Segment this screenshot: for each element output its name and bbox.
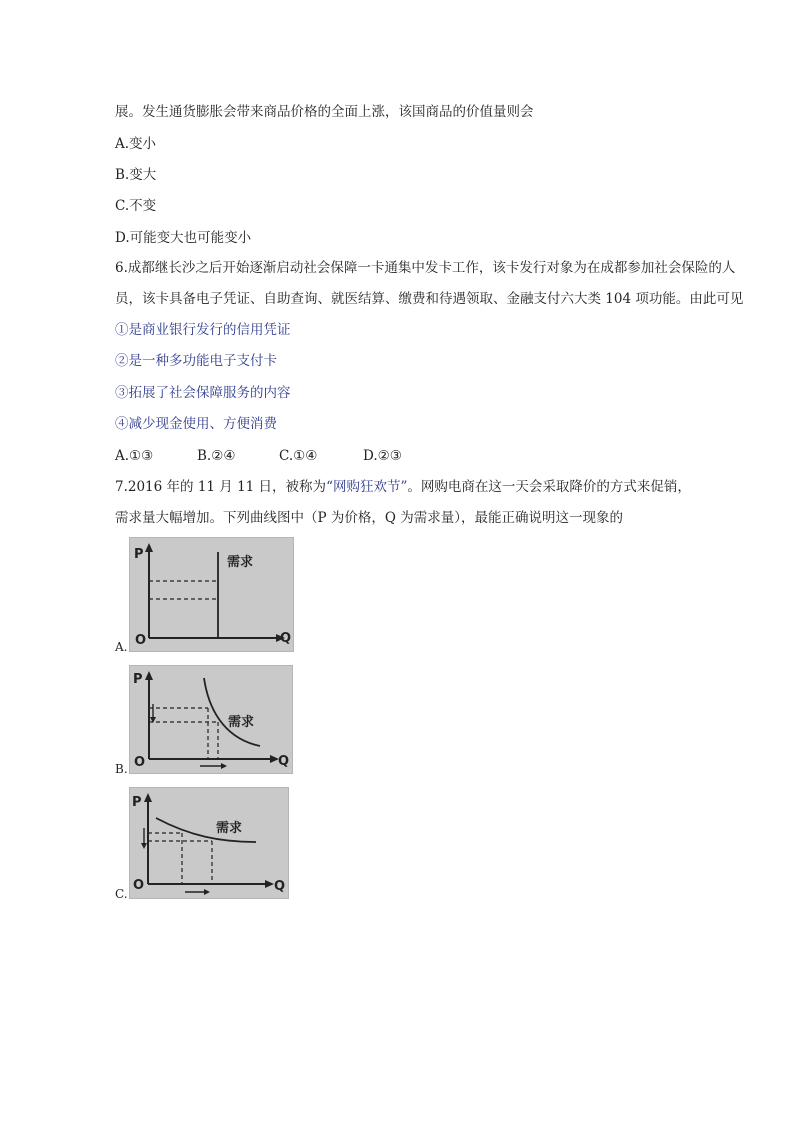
figure-a-p-label: P: [134, 547, 144, 562]
figure-c-q-label: Q: [274, 879, 286, 894]
q6-stem-line1: 6.成都继长沙之后开始逐渐启动社会保障一卡通集中发卡工作，该卡发行对象为在成都参加社会保险的人: [115, 260, 736, 276]
figure-a-origin-label: O: [135, 633, 147, 648]
q5-option-d: D.可能变大也可能变小: [115, 230, 252, 246]
figure-b-p-arrow: [145, 671, 153, 680]
q5-option-b: B.变大: [115, 167, 157, 183]
q6-choice-c: C.①④: [279, 448, 318, 464]
figure-c-demand-label: 需求: [216, 821, 243, 836]
q5-stem: 展。发生通货膨胀会带来商品价格的全面上涨，该国商品的价值量则会: [115, 104, 534, 120]
q6-statement-3: ③拓展了社会保障服务的内容: [115, 385, 291, 401]
q6-statement-1: ①是商业银行发行的信用凭证: [115, 322, 291, 338]
figure-c-p-arrow: [144, 793, 152, 802]
q6-statement-2: ②是一种多功能电子支付卡: [115, 353, 277, 369]
q5-option-a: A.变小: [115, 136, 157, 152]
q5-option-c: C.不变: [115, 198, 157, 214]
figure-a-demand-label: 需求: [227, 555, 254, 570]
figure-a-option-label: A.: [115, 640, 128, 654]
figure-a: [129, 537, 294, 652]
q7-stem-quote: “网购狂欢节”: [326, 479, 408, 495]
figure-c-quantity-arrowhead: [204, 889, 210, 895]
q7-stem-post: 。网购电商在这一天会采取降价的方式来促销，: [407, 479, 691, 495]
figure-b-quantity-arrowhead: [221, 763, 227, 769]
figure-b-p-label: P: [133, 672, 143, 687]
figure-b-q-label: Q: [278, 754, 290, 769]
figure-c-p-label: P: [132, 795, 142, 810]
q7-stem-line2: 需求量大幅增加。下列曲线图中（P 为价格，Q 为需求量），最能正确说明这一现象的: [115, 510, 623, 526]
figure-a-q-label: Q: [280, 631, 292, 646]
q6-stem-line2: 员，该卡具备电子凭证、自助查询、就医结算、缴费和待遇领取、金融支付六大类 104 项功能。由此可见: [115, 291, 744, 307]
figure-c-origin-label: O: [133, 878, 145, 893]
q6-choice-d: D.②③: [363, 448, 402, 464]
figure-c: [129, 787, 289, 899]
figure-c-price-arrowhead: [141, 843, 147, 849]
figure-b-option-label: B.: [115, 762, 128, 776]
figure-b: [129, 665, 293, 774]
q7-stem-pre: 7.2016 年的 11 月 11 日，被称为: [115, 479, 327, 495]
q6-choice-a: A.①③: [115, 448, 154, 464]
q7-stem-line1: [115, 478, 691, 496]
q6-choice-b: B.②④: [197, 448, 236, 464]
figure-c-q-arrow: [265, 880, 274, 888]
figure-b-origin-label: O: [134, 755, 146, 770]
figure-b-demand-label: 需求: [228, 715, 255, 730]
figure-b-demand-curve: [204, 678, 260, 746]
figure-a-p-arrow: [145, 543, 153, 552]
q6-choices: [115, 447, 402, 465]
figure-c-option-label: C.: [115, 887, 128, 901]
q6-statement-4: ④减少现金使用、方便消费: [115, 416, 277, 432]
